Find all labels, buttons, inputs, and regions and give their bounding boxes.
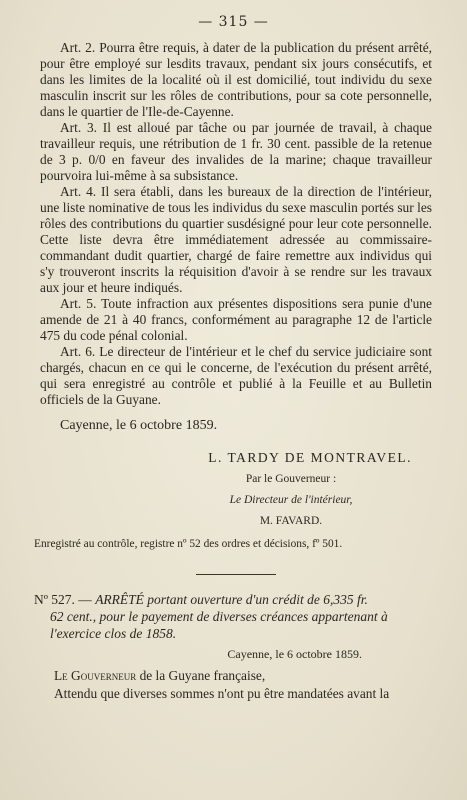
attendu-line: Attendu que diverses sommes n'ont pu être mandatées avant la [54,686,390,701]
article-6: Art. 6. Le directeur de l'intérieur et le chef du service judiciaire sont chargés, chacun en ce qui le concerne, de l'exécution du présent arrêté, qui sera enregistré au contrôle et publié à la Feuille et au Bulletin officiels de la Guyane. [40,344,432,407]
decree-title: ARRÊTÉ portant ouverture d'un crédit de 6,335 fr. [95,592,368,607]
document-body [34,40,432,702]
governor-line [40,668,432,684]
article-4: Art. 4. Il sera établi, dans les bureaux de la direction de l'intérieur, une liste nominative de tous les individus du sexe masculin portés sur les rôles des contributions du quartier susdésigné pour leur cote personnelle. Cette liste devra être immédiatement adressée au commissaire-commandant dudit quartier, chargé de faire remettre aux individus qui s'y trouveront inscrits la réquisition d'avoir à se rendre sur les travaux aux jour et heure indiqués. [40,184,432,295]
article-3: Art. 3. Il est alloué par tâche ou par journée de travail, à chaque travailleur requis, une rétribution de 1 fr. 30 cent. passible de la retenue de 3 p. 0/0 en faveur des invalides de la marine; chaque travailleur pourvoira lui-même à sa subsistance. [40,120,432,183]
decree-title-continued: 62 cent., pour le payement de diverses créances appartenant à l'exercice clos de 1858. [50,609,388,641]
signature-role: Le Directeur de l'intérieur, [229,494,353,506]
dateline: Cayenne, le 6 octobre 1859. [60,418,218,433]
signature-countersign: M. FAVARD. [259,515,323,527]
section-divider [196,574,276,575]
decree-heading [34,591,432,642]
article-5: Art. 5. Toute infraction aux présentes dispositions sera punie d'une amende de 21 à 40 francs, conformément au paragraphe 12 de l'article 475 du code pénal colonial. [40,296,432,343]
signature-by-line: Par le Gouverneur : [245,473,337,485]
registration-note: Enregistré au contrôle, registre nº 52 des ordres et décisions, fº 501. [34,538,343,550]
signature-name: L. TARDY DE MONTRAVEL. [208,450,412,465]
page-number: — 315 — [198,14,269,30]
governor-title: Le Gouverneur [54,668,137,683]
decree-number: Nº 527. — [34,592,92,607]
decree-date: Cayenne, le 6 octobre 1859. [227,647,362,661]
governor-territory: de la Guyane française, [139,668,266,683]
article-2: Art. 2. Pourra être requis, à dater de la publication du présent arrêté, pour être employé sur lesdits travaux, pendant six jours consécutifs, et dans les limites de la localité où il est domicilié, tout individu du sexe masculin inscrit sur les rôles de contributions, pour sa cote personnelle, dans le quartier de l'Ile-de-Cayenne. [40,40,432,119]
